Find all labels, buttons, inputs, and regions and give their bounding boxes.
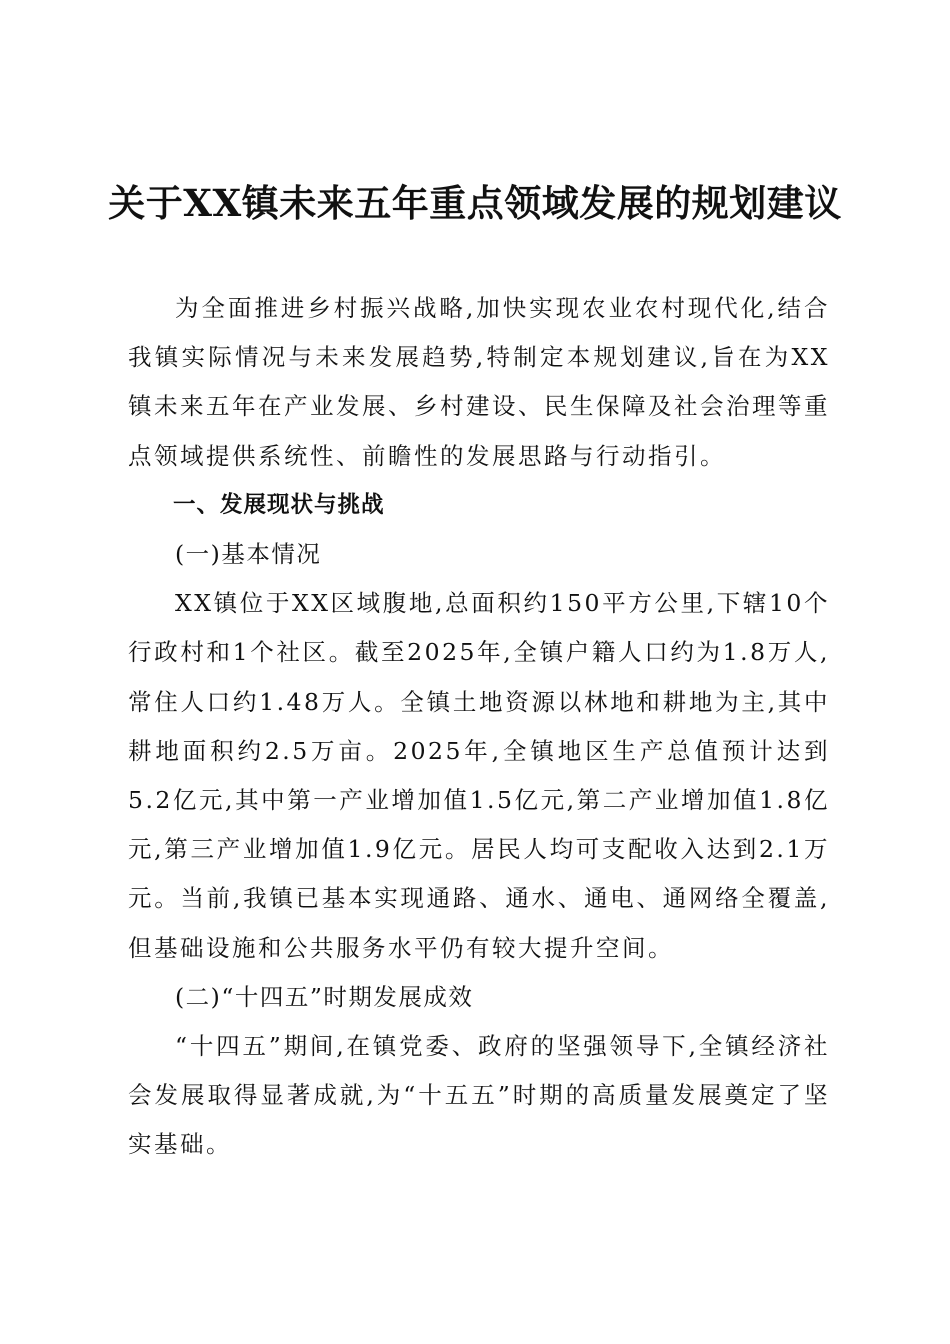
subsection-heading-basic-situation: (一)基本情况	[175, 540, 322, 569]
achievements-paragraph: “十四五”期间,在镇党委、政府的坚强领导下,全镇经济社会发展取得显著成就,为“十五五”时期的高质量发展奠定了坚实基础。	[128, 1032, 830, 1159]
document-title: 关于XX镇未来五年重点领域发展的规划建议	[108, 181, 842, 225]
document-body	[128, 284, 830, 1170]
subsection-heading-achievements: (二)“十四五”时期发展成效	[175, 982, 474, 1011]
intro-paragraph: 为全面推进乡村振兴战略,加快实现农业农村现代化,结合我镇实际情况与未来发展趋势,特制定本规划建议,旨在为XX镇未来五年在产业发展、乡村建设、民生保障及社会治理等重点领域提供系统性、前瞻性的发展思路与行动指引。	[128, 294, 830, 470]
basic-situation-paragraph: XX镇位于XX区域腹地,总面积约150平方公里,下辖10个行政村和1个社区。截至2025年,全镇户籍人口约为1.8万人,常住人口约1.48万人。全镇土地资源以林地和耕地为主,其中耕地面积约2.5万亩。2025年,全镇地区生产总值预计达到5.2亿元,其中第一产业增加值1.5亿元,第二产业增加值1.8亿元,第三产业增加值1.9亿元。居民人均可支配收入达到2.1万元。当前,我镇已基本实现通路、通水、通电、通网络全覆盖,但基础设施和公共服务水平仍有较大提升空间。	[128, 589, 830, 962]
section-heading-development-status: 一、发展现状与挑战	[173, 491, 385, 518]
